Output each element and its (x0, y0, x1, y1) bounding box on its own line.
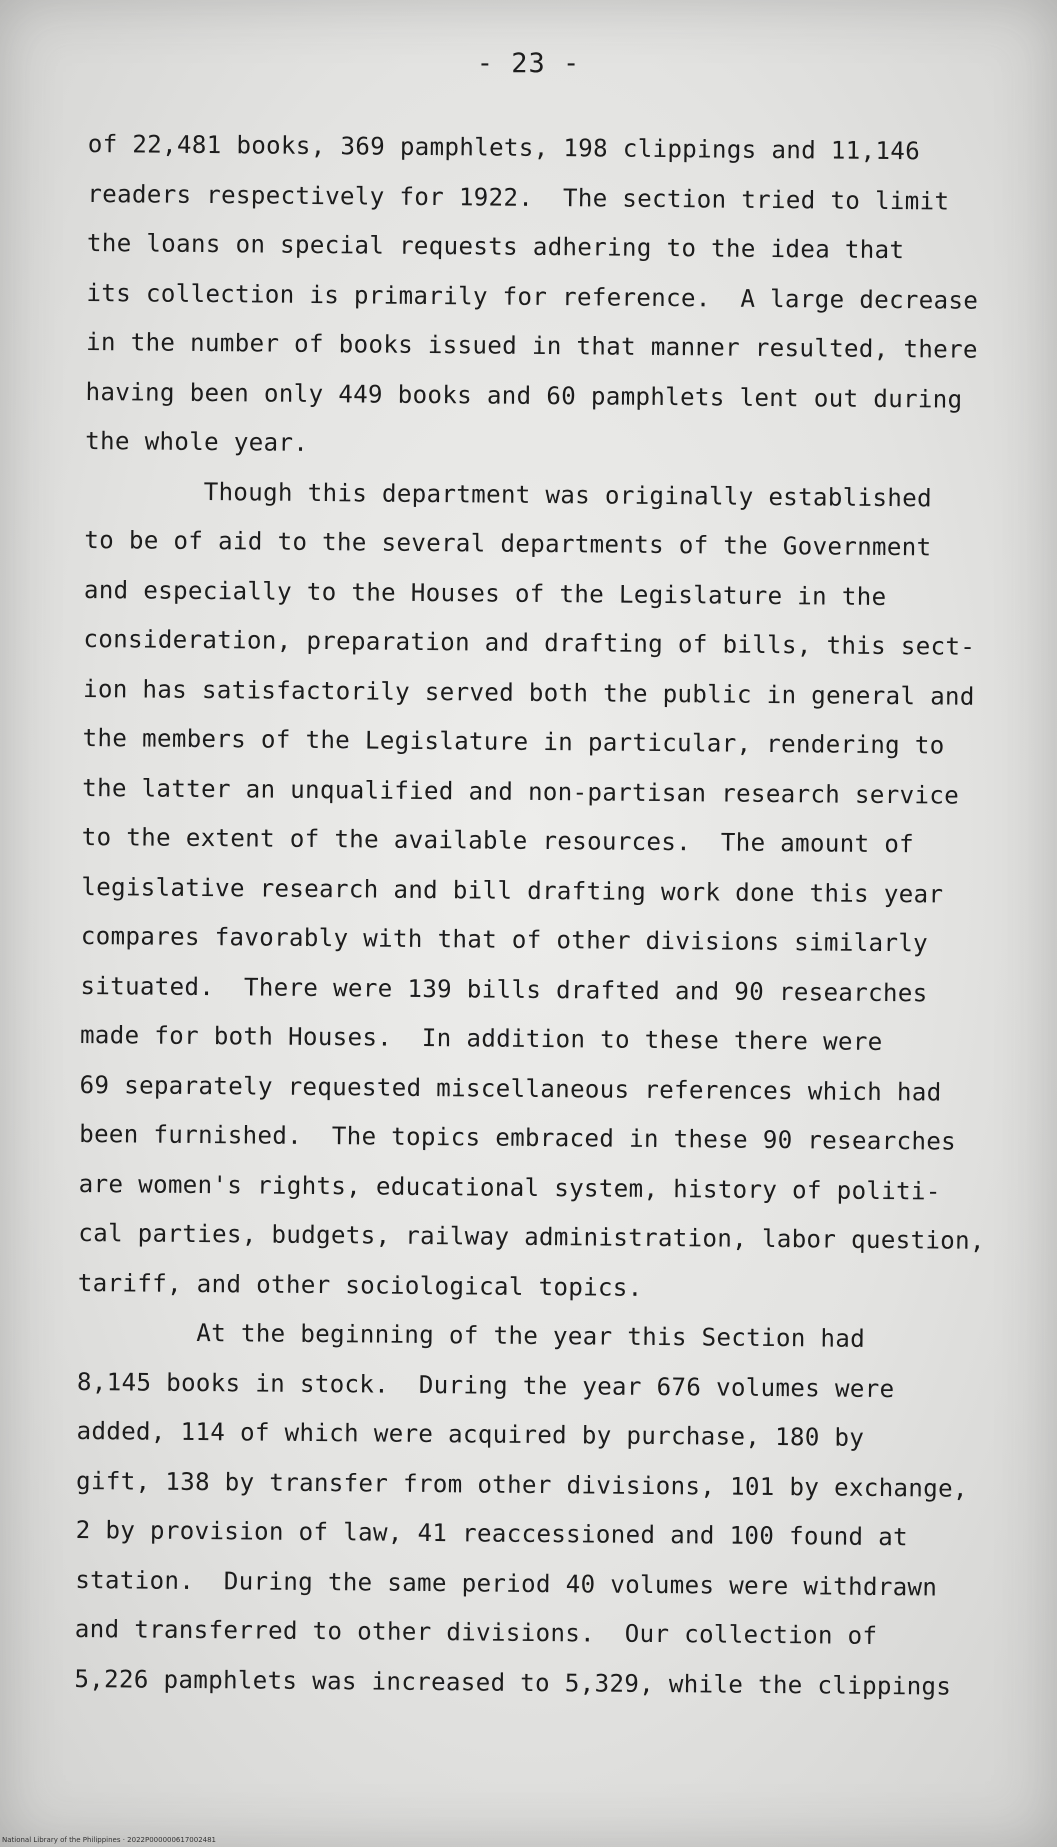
text-line: been furnished. The topics embraced in these 90 researches (79, 1119, 957, 1156)
text-line: Though this department was originally established (84, 476, 932, 512)
paragraph (85, 120, 1013, 475)
text-line: 2 by provision of law, 41 reaccessioned and 100 found at (75, 1515, 909, 1552)
text-line: 69 separately requested miscellaneous references which had (79, 1070, 942, 1106)
text-line: and especially to the Houses of the Legislature in the (83, 575, 887, 611)
text-line: the members of the Legislature in particular, rendering to (82, 723, 945, 760)
paragraph (78, 466, 1010, 1316)
text-line: consideration, preparation and drafting of bills, this sect- (83, 624, 976, 661)
text-line: 8,145 books in stock. During the year 676 volumes were (76, 1367, 895, 1403)
text-line: the latter an unqualified and non-partisan research service (82, 773, 960, 810)
text-line: its collection is primarily for reference. A large decrease (86, 278, 979, 315)
text-line: cal parties, budgets, railway administration, labor question, (78, 1218, 985, 1255)
text-line: added, 114 of which were acquired by purchase, 180 by (76, 1416, 865, 1452)
text-line: 5,226 pamphlets was increased to 5,329, while the clippings (74, 1664, 952, 1701)
text-line: having been only 449 books and 60 pamphlets lent out during (85, 377, 963, 414)
text-line: compares favorably with that of other divisions similarly (80, 921, 929, 958)
text-line: readers respectively for 1922. The section tried to limit (87, 179, 950, 216)
text-line: gift, 138 by transfer from other divisions, 101 by exchange, (76, 1466, 968, 1503)
text-line: At the beginning of the year this Section had (77, 1317, 866, 1353)
text-line: situated. There were 139 bills drafted and 90 researches (80, 971, 928, 1007)
text-line: are women's rights, educational system, history of politi- (78, 1169, 941, 1205)
page-number: - 23 - (476, 48, 581, 79)
text-line: station. During the same period 40 volumes were withdrawn (75, 1565, 938, 1601)
text-line: to be of aid to the several departments of the Government (84, 525, 932, 562)
text-line: the whole year. (85, 426, 309, 457)
body-text (74, 120, 1013, 1712)
text-line: in the number of books issued in that manner resulted, there (85, 327, 978, 364)
text-line: to the extent of the available resources. The amount of (81, 822, 915, 859)
archive-stamp: National Library of the Philippines · 2022P000000617002481 (2, 1836, 217, 1844)
text-line: and transferred to other divisions. Our collection of (74, 1614, 878, 1650)
text-line: tariff, and other sociological topics. (77, 1268, 643, 1302)
text-line: of 22,481 books, 369 pamphlets, 198 clippings and 11,146 (87, 129, 921, 166)
text-line: made for both Houses. In addition to these there were (79, 1020, 883, 1056)
text-line: the loans on special requests adhering to the idea that (86, 228, 905, 265)
paragraph (74, 1308, 1002, 1712)
text-line: ion has satisfactorily served both the public in general and (82, 674, 975, 711)
text-line: legislative research and bill drafting work done this year (81, 872, 944, 908)
